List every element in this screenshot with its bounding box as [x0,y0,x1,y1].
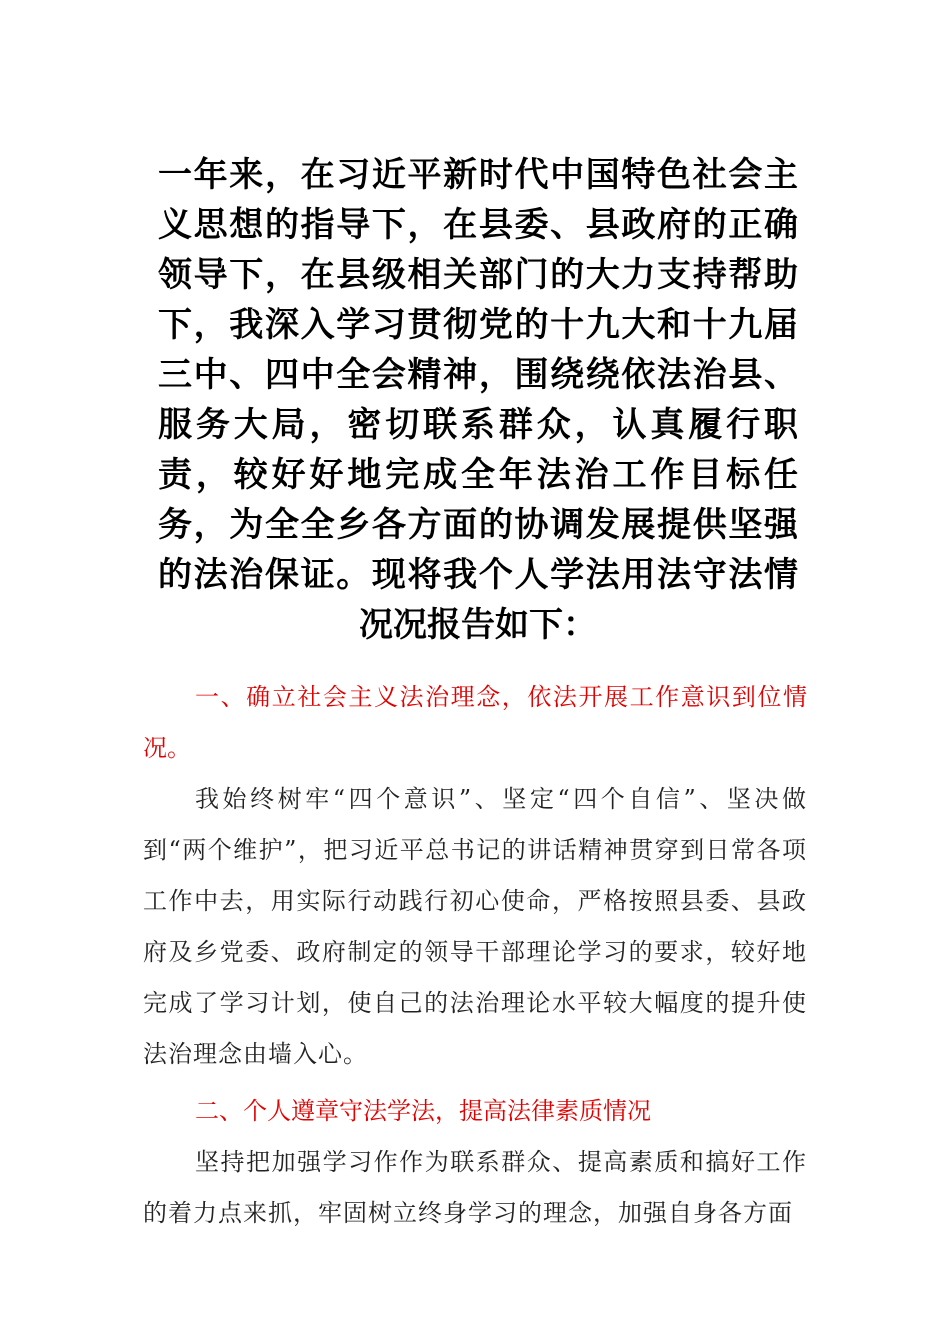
section-1-paragraph: 我始终树牢“四个意识”、坚定“四个自信”、坚决做到“两个维护”，把习近平总书记的讲话精神贯穿到日常各项工作中去，用实际行动践行初心使命，严格按照县委、县政府及乡党委、政府制定的领导干部理论学习的要求，较好地完成了学习计划，使自己的法治理论水平较大幅度的提升使法治理念由墙入心。 [143,785,807,1068]
document-body [143,672,807,1239]
section-1-heading: 一、确立社会主义法治理念，依法开展工作意识到位情况。 [143,683,807,762]
section-2-paragraph: 坚持把加强学习作作为联系群众、提高素质和搞好工作的着力点来抓，牢固树立终身学习的理念，加强自身各方面 [143,1148,807,1227]
section-2-heading: 二、个人遵章守法学法，提高法律素质情况 [195,1097,651,1125]
intro-paragraph: 一年来，在习近平新时代中国特色社会主义思想的指导下，在县委、县政府的正确领导下，在县级相关部门的大力支持帮助下，我深入学习贯彻党的十九大和十九届三中、四中全会精神，围绕绕依法治县、服务大局，密切联系群众，认真履行职责，较好好地完成全年法治工作目标任务，为全全乡各方面的协调发展提供坚强的法治保证。现将我个人学法用法守法情况况报告如下： [158,155,798,645]
